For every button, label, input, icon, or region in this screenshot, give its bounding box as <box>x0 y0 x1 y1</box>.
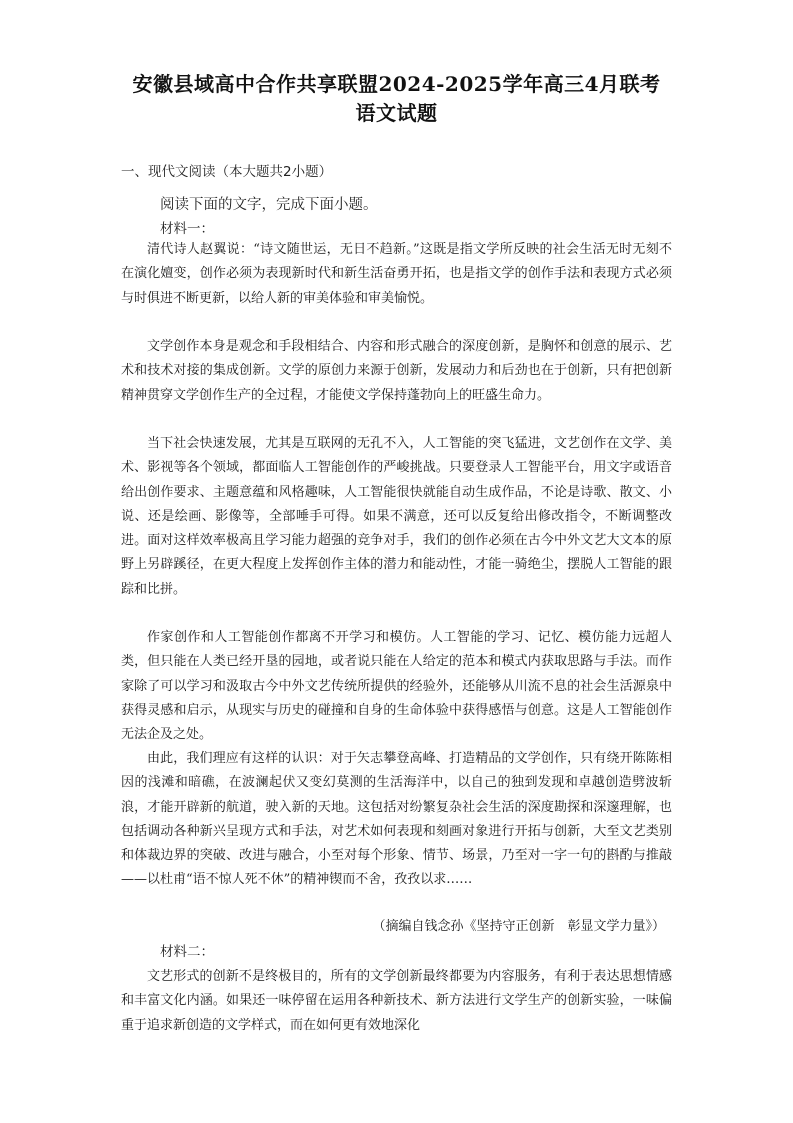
material2-label: 材料二： <box>160 944 214 960</box>
material1-label: 材料一： <box>160 221 214 237</box>
material1-paragraph-5: 由此，我们理应有这样的认识：对于矢志攀登高峰、打造精品的文学创作，只有绕开陈陈相因的浅滩和暗礁，在波澜起伏又变幻莫测的生活海洋中，以自己的独到发现和卓越创造劈波斩浪，才能开辟新的航道，驶入新的天地。这包括对纷繁复杂社会生活的深度勘探和深邃理解，也包括调动各种新兴呈现方式和手法，对艺术如何表现和刻画对象进行开拓与创新，大至文艺类别和体裁边界的突破、改进与融合，小至对每个形象、情节、场景，乃至对一字一句的斟酌与推敲——以杜甫“语不惊人死不休”的精神锲而不舍，孜孜以求…… <box>121 751 672 888</box>
material1-source: （摘编自钱念孙《坚持守正创新 彰显文学力量》） <box>372 919 665 934</box>
exam-title-line1: 安徽县域高中合作共享联盟2024-2025学年高三4月联考 <box>132 72 661 96</box>
material1-paragraph-2: 文学创作本身是观念和手段相结合、内容和形式融合的深度创新，是胸怀和创意的展示、艺术和技术对接的集成创新。文学的原创力来源于创新，发展动力和后劲也在于创新，只有把创新精神贯穿文学创作生产的全过程，才能使文学保持蓬勃向上的旺盛生命力。 <box>121 339 672 403</box>
material1-paragraph-1: 清代诗人赵翼说：“诗文随世运，无日不趋新。”这既是指文学所反映的社会生活无时无刻不在演化嬗变，创作必须为表现新时代和新生活奋勇开拓，也是指文学的创作手法和表现方式必须与时俱进不断更新，以给人新的审美体验和审美愉悦。 <box>121 242 672 306</box>
exam-title-line2: 语文试题 <box>355 101 438 125</box>
material1-paragraph-4: 作家创作和人工智能创作都离不开学习和模仿。人工智能的学习、记忆、模仿能力远超人类，但只能在人类已经开垦的园地，或者说只能在人给定的范本和模式内获取思路与手法。而作家除了可以学习和汲取古今中外文艺传统所提供的经验外，还能够从川流不息的社会生活源泉中获得灵感和启示，从现实与历史的碰撞和自身的生命体验中获得感悟与创意。这是人工智能创作无法企及之处。 <box>121 630 672 743</box>
reading-instruction: 阅读下面的文字，完成下面小题。 <box>160 197 378 213</box>
section-heading: 一、现代文阅读（本大题共2小题） <box>121 164 333 180</box>
material2-paragraph-1: 文艺形式的创新不是终极目的，所有的文学创新最终都要为内容服务，有利于表达思想情感和丰富文化内涵。如果还一味停留在运用各种新技术、新方法进行文学生产的创新实验，一味偏重于追求新创造的文学样式，而在如何更有效地深化 <box>121 969 672 1033</box>
material1-paragraph-3: 当下社会快速发展，尤其是互联网的无孔不入，人工智能的突飞猛进，文艺创作在文学、美术、影视等各个领域，都面临人工智能创作的严峻挑战。只要登录人工智能平台，用文字或语音给出创作要求、主题意蕴和风格趣味，人工智能很快就能自动生成作品，不论是诗歌、散文、小说、还是绘画、影像等，全部唾手可得。如果不满意，还可以反复给出修改指令，不断调整改进。面对这样效率极高且学习能力超强的竞争对手，我们的创作必须在古今中外文艺大文本的原野上另辟蹊径，在更大程度上发挥创作主体的潜力和能动性，才能一骑绝尘，摆脱人工智能的跟踪和比拼。 <box>121 436 672 597</box>
